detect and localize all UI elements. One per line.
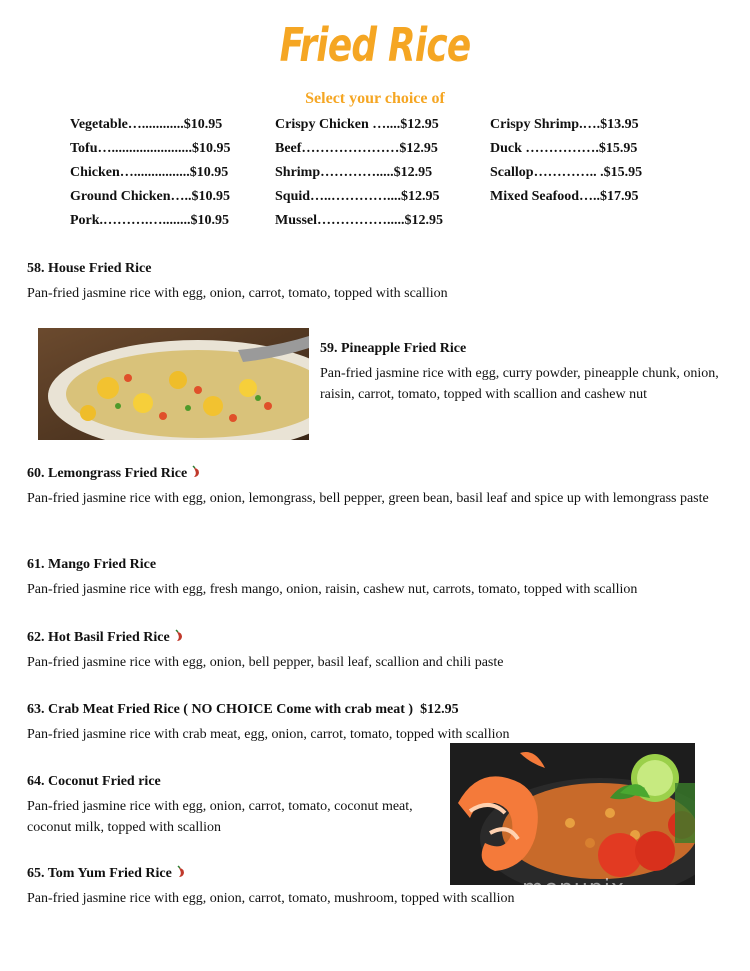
choice-item: Crispy Chicken …....$12.95 [275,117,439,132]
chili-pepper-icon [175,865,186,878]
shrimp-fried-rice-photo [450,743,695,885]
choice-item: Pork.……….…........$10.95 [70,213,230,228]
watermark: menupix [522,876,625,901]
item-name: 59. Pineapple Fried Rice [320,341,467,356]
menu-item-61 [27,556,727,600]
item-desc: Pan-fried jasmine rice with egg, fresh mango, onion, raisin, cashew nut, carrots, tomato, topped with scallion [27,582,638,597]
item-desc: Pan-fried jasmine rice with egg, onion, carrot, tomato, topped with scallion [27,286,448,301]
choice-item: Chicken…................$10.95 [70,165,229,180]
choice-item: Mussel…………….....$12.95 [275,213,443,228]
item-name: 60. Lemongrass Fried Rice [27,466,188,481]
choice-item: Shrimp………….....$12.95 [275,165,433,180]
menu-item-63 [27,701,727,745]
item-name: 65. Tom Yum Fried Rice [27,866,172,881]
choice-item: Scallop………….. .$15.95 [490,165,643,180]
choice-item: Beef…………………$12.95 [275,141,438,156]
choice-column-3 [490,116,642,212]
choice-item: Squid…..…………....$12.95 [275,189,440,204]
choice-column-2 [275,116,443,236]
item-name: 58. House Fried Rice [27,261,152,276]
pineapple-fried-rice-photo [38,328,309,440]
choice-item: Mixed Seafood…..$17.95 [490,189,639,204]
menu-item-64 [27,773,447,838]
choice-column-1 [70,116,231,236]
menu-item-62 [27,629,727,673]
item-name: 61. Mango Fried Rice [27,557,157,572]
item-desc: Pan-fried jasmine rice with egg, onion, lemongrass, bell pepper, green bean, basil leaf and spice up with lemongrass paste [27,491,709,506]
item-desc: Pan-fried jasmine rice with egg, curry powder, pineapple chunk, onion, raisin, carrot, tomato, topped with scallion and cashew nut [320,366,719,402]
choice-item: Ground Chicken…..$10.95 [70,189,230,204]
choice-item: Duck …………….$15.95 [490,141,638,156]
item-desc: Pan-fried jasmine rice with egg, onion, carrot, tomato, coconut meat, coconut milk, topped with scallion [27,799,413,835]
item-name: 64. Coconut Fried rice [27,774,161,789]
page-title: Fried Rice [279,18,471,72]
choice-item: Crispy Shrimp.….$13.95 [490,117,639,132]
choice-item: Vegetable…............$10.95 [70,117,223,132]
menu-item-59 [320,340,720,405]
choice-item: Tofu….......................$10.95 [70,141,231,156]
item-name: 63. Crab Meat Fried Rice ( NO CHOICE Come with crab meat ) $12.95 [27,702,459,717]
chili-pepper-icon [190,465,201,478]
chili-pepper-icon [173,629,184,642]
menu-item-58 [27,260,727,304]
item-desc: Pan-fried jasmine rice with egg, onion, carrot, tomato, mushroom, topped with scallion [27,891,515,906]
item-desc: Pan-fried jasmine rice with egg, onion, bell pepper, basil leaf, scallion and chili paste [27,655,504,670]
item-name: 62. Hot Basil Fried Rice [27,630,170,645]
item-desc: Pan-fried jasmine rice with crab meat, egg, onion, carrot, tomato, topped with scallion [27,727,510,742]
page-subtitle: Select your choice of [305,90,445,107]
menu-item-60 [27,465,727,509]
